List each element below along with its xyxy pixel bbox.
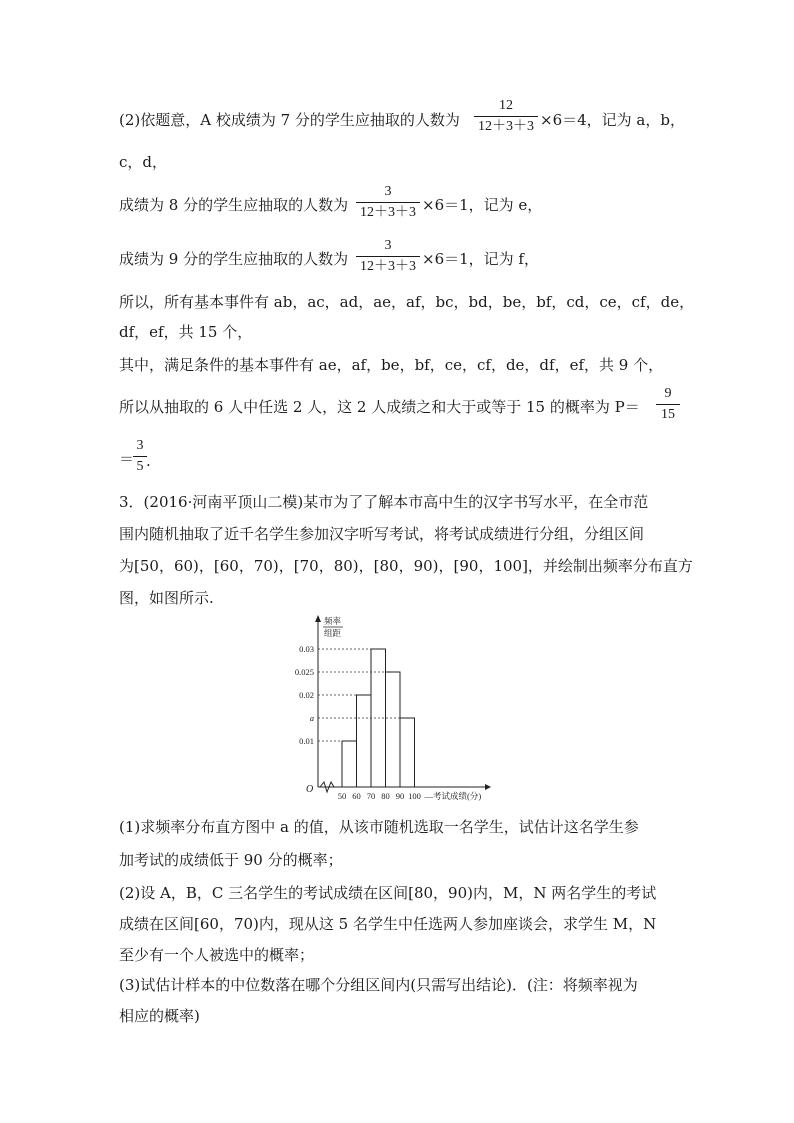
frequency-histogram <box>290 612 510 807</box>
fraction-denominator: 12＋3＋3 <box>478 119 534 134</box>
problem3-intro-line-1: 3．(2016·河南平顶山二模)某市为了了解本市高中生的汉字书写水平，在全市范 <box>119 493 649 511</box>
question-2-line-1: (2)设 A，B，C 三名学生的考试成绩在区间[80，90)内，M，N 两名学生的考试 <box>119 884 657 902</box>
problem3-intro-line-3: 为[50，60)，[60，70)，[70，80)，[80，90)，[90，100]，并绘制出频率分布直方 <box>119 557 693 575</box>
origin-label: O <box>306 784 314 795</box>
fraction-denominator: 12＋3＋3 <box>360 259 416 274</box>
solution-line-5: 所以，所有基本事件有 ab，ac，ad，ae，af，bc，bd，be，bf，cd，ce，cf，de， <box>119 293 695 311</box>
problem3-intro-line-4: 图，如图所示. <box>119 589 214 607</box>
solution-line-8-text: 所以从抽取的 6 人中任选 2 人，这 2 人成绩之和大于或等于 15 的概率为 P＝ <box>119 398 640 416</box>
fraction-numerator: 3 <box>136 438 144 453</box>
solution-line-7: 其中，满足条件的基本事件有 ae，af，be，bf，ce，cf，de，df，ef，共 9 个， <box>119 356 664 374</box>
solution-line-4-text: 成绩为 9 分的学生应抽取的人数为 <box>119 250 349 268</box>
fraction-7-points <box>474 98 538 135</box>
fraction-numerator: 9 <box>664 386 672 401</box>
solution-line-6: df，ef，共 15 个， <box>119 323 253 341</box>
y-tick-label: a <box>309 713 314 723</box>
question-3-line-1: (3)试估计样本的中位数落在哪个分组区间内(只需写出结论)．(注：将频率视为 <box>119 976 638 994</box>
fraction-numerator: 3 <box>384 238 392 253</box>
x-tick-label: 90 <box>395 791 405 801</box>
solution-line-3-text: 成绩为 8 分的学生应抽取的人数为 <box>119 196 349 214</box>
fraction-9-points <box>356 238 420 275</box>
fraction-denominator: 5 <box>136 459 144 474</box>
histogram-bar <box>357 695 372 787</box>
y-tick-label: 0.02 <box>299 690 314 700</box>
solution-line-1-end: ×6＝4，记为 a，b， <box>540 111 685 129</box>
y-axis-arrow <box>315 615 321 622</box>
histogram-bar <box>342 741 357 787</box>
x-tick-label: 100 <box>408 791 421 801</box>
fraction-probability <box>656 386 680 423</box>
y-tick-label: 0.025 <box>294 667 314 677</box>
fraction-8-points <box>356 184 420 221</box>
x-tick-label: 80 <box>381 791 390 801</box>
fraction-denominator: 15 <box>661 407 675 422</box>
x-tick-label: 50 <box>337 791 347 801</box>
y-tick-label: 0.03 <box>299 644 314 654</box>
question-1-line-1: (1)求频率分布直方图中 a 的值，从该市随机选取一名学生，试估计这名学生参 <box>119 818 639 836</box>
fraction-numerator: 3 <box>384 184 392 199</box>
x-tick-label: 70 <box>366 791 376 801</box>
fraction-result <box>133 438 147 475</box>
y-axis-label-denominator: 组距 <box>324 628 342 638</box>
problem3-intro-line-2: 围内随机抽取了近千名学生参加汉字听写考试，将考试成绩进行分组，分组区间 <box>119 525 645 543</box>
question-2-line-2: 成绩在区间[60，70)内，现从这 5 名学生中任选两人参加座谈会，求学生 M，N <box>119 915 657 933</box>
fraction-numerator: 12 <box>499 98 513 113</box>
solution-line-9-period: . <box>146 452 151 470</box>
y-tick-label: 0.01 <box>299 736 314 746</box>
y-axis-label-numerator: 频率 <box>324 616 342 626</box>
x-axis-label: —考试成绩(分) <box>424 791 482 801</box>
solution-line-1-text: (2)依题意，A 校成绩为 7 分的学生应抽取的人数为 <box>119 111 460 129</box>
solution-line-4-end: ×6＝1，记为 f， <box>422 250 539 268</box>
question-3-line-2: 相应的概率) <box>119 1007 200 1025</box>
solution-line-3-end: ×6＝1，记为 e， <box>422 196 543 214</box>
histogram-bar <box>386 672 401 787</box>
x-tick-label: 60 <box>352 791 361 801</box>
fraction-denominator: 12＋3＋3 <box>360 205 416 220</box>
histogram-bar <box>400 718 415 787</box>
x-axis-arrow <box>485 784 491 790</box>
question-1-line-2: 加考试的成绩低于 90 分的概率； <box>119 851 343 869</box>
question-2-line-3: 至少有一个人被选中的概率； <box>119 946 315 964</box>
solution-line-9-eq: ＝ <box>119 450 135 468</box>
solution-line-2: c，d， <box>119 153 168 171</box>
